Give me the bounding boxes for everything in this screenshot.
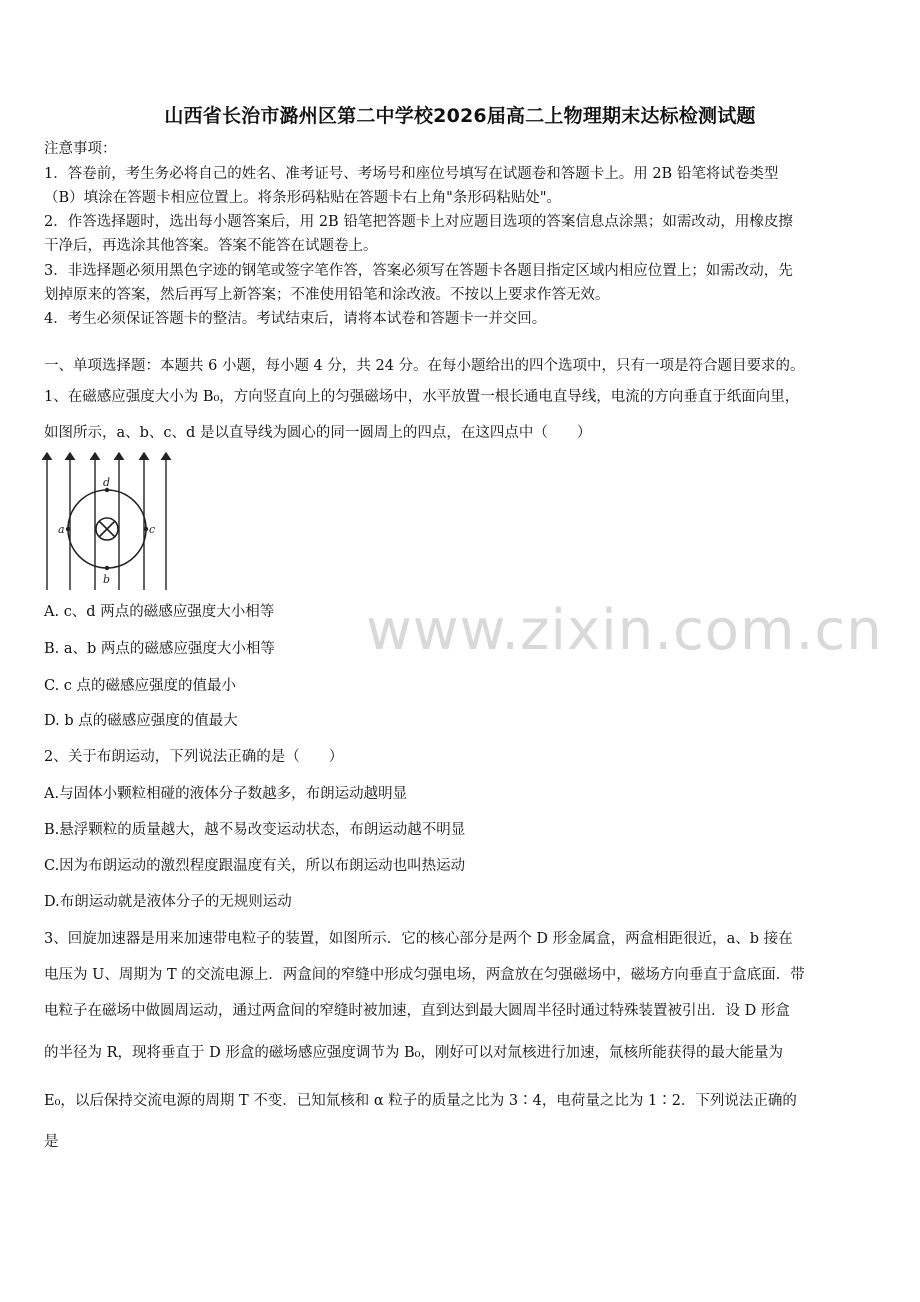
question-3-stem: E₀，以后保持交流电源的周期 T 不变．已知氚核和 α 粒子的质量之比为 3∶4，电荷量之比为 1∶2．下列说法正确的 bbox=[44, 1093, 797, 1109]
point-b-label: b bbox=[103, 573, 111, 586]
question-1-stem: 如图所示，a、b、c、d 是以直导线为圆心的同一圆周上的四点，在这四点中（ ） bbox=[44, 425, 592, 441]
point-a-label: a bbox=[58, 523, 65, 536]
question-2-option: C.因为布朗运动的激烈程度跟温度有关，所以布朗运动也叫热运动 bbox=[44, 858, 466, 874]
page-title: 山西省长治市潞州区第二中学校2026届高二上物理期末达标检测试题 bbox=[164, 105, 756, 127]
magnetic-field-figure bbox=[40, 450, 190, 595]
notice-line: （B）填涂在答题卡相应位置上。将条形码粘贴在答题卡右上角"条形码粘贴处"。 bbox=[44, 190, 561, 206]
notice-line: 划掉原来的答案，然后再写上新答案；不准使用铅笔和涂改液。不按以上要求作答无效。 bbox=[44, 287, 610, 303]
notice-line: 4．考生必须保证答题卡的整洁。考试结束后，请将本试卷和答题卡一并交回。 bbox=[44, 311, 547, 327]
point-d-label: d bbox=[103, 476, 111, 489]
question-1-option: B. a、b 两点的磁感应强度大小相等 bbox=[44, 641, 275, 657]
question-1-option: D. b 点的磁感应强度的值最大 bbox=[44, 713, 238, 729]
question-2-option: D.布朗运动就是液体分子的无规则运动 bbox=[44, 894, 292, 910]
question-3-stem: 的半径为 R，现将垂直于 D 形盒的磁场感应强度调节为 B₀，刚好可以对氚核进行加速，氚核所能获得的最大能量为 bbox=[44, 1045, 783, 1061]
notice-line: 1．答卷前，考生务必将自己的姓名、准考证号、考场号和座位号填写在试题卷和答题卡上。用 2B 铅笔将试卷类型 bbox=[44, 166, 779, 182]
question-3-stem: 是 bbox=[44, 1134, 59, 1150]
question-3-stem: 3、回旋加速器是用来加速带电粒子的装置，如图所示．它的核心部分是两个 D 形金属盒，两盒相距很近，a、b 接在 bbox=[44, 931, 793, 947]
question-2-stem: 2、关于布朗运动，下列说法正确的是（ ） bbox=[44, 749, 344, 765]
notice-line: 干净后，再选涂其他答案。答案不能答在试题卷上。 bbox=[44, 238, 378, 254]
notice-line: 2．作答选择题时，选出每小题答案后，用 2B 铅笔把答题卡上对应题目选项的答案信息点涂黑；如需改动，用橡皮擦 bbox=[44, 214, 793, 230]
question-3-stem: 电粒子在磁场中做圆周运动，通过两盒间的窄缝时被加速，直到达到最大圆周半径时通过特殊装置被引出．设 D 形盒 bbox=[44, 1003, 790, 1019]
question-2-option: A.与固体小颗粒相碰的液体分子数越多，布朗运动越明显 bbox=[44, 786, 408, 802]
question-1-stem: 1、在磁感应强度大小为 B₀，方向竖直向上的匀强磁场中，水平放置一根长通电直导线，电流的方向垂直于纸面向里， bbox=[44, 389, 800, 405]
notice-heading: 注意事项： bbox=[44, 141, 117, 157]
watermark: www.zixin.com.cn bbox=[366, 598, 883, 663]
question-2-option: B.悬浮颗粒的质量越大，越不易改变运动状态，布朗运动越不明显 bbox=[44, 822, 466, 838]
point-c-label: c bbox=[149, 523, 156, 536]
notice-line: 3．非选择题必须用黑色字迹的钢笔或签字笔作答，答案必须写在答题卡各题目指定区域内相应位置上；如需改动，先 bbox=[44, 263, 793, 279]
section-heading: 一、单项选择题：本题共 6 小题，每小题 4 分，共 24 分。在每小题给出的四个选项中，只有一项是符合题目要求的。 bbox=[44, 358, 805, 374]
question-1-option: A. c、d 两点的磁感应强度大小相等 bbox=[44, 604, 275, 620]
question-3-stem: 电压为 U、周期为 T 的交流电源上．两盒间的窄缝中形成匀强电场，两盒放在匀强磁场中，磁场方向垂直于盒底面．带 bbox=[44, 967, 805, 983]
question-1-option: C. c 点的磁感应强度的值最小 bbox=[44, 678, 237, 694]
